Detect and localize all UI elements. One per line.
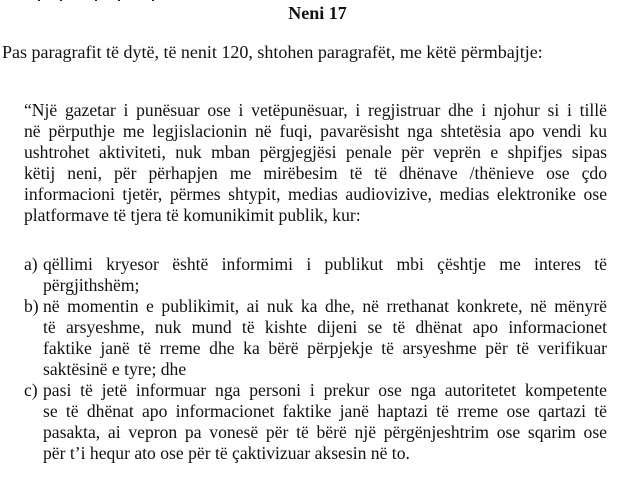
quote-line: “Një gazetar i punësuar ose i vetëpunësuar, i regjistruar dhe i njohur si i tillë xyxy=(24,100,607,120)
list-marker: a) xyxy=(24,254,38,274)
list-marker: b) xyxy=(24,296,39,316)
list-item-line: pasi të jetë informuar nga personi i prekur ose nga autoritetet kompetente xyxy=(43,380,607,400)
quote-line: këtij neni, për përhapjen me mirëbesim të të dhënave /thënieve ose çdo xyxy=(24,163,607,183)
quote-line: platformave të tjera të komunikimit publik, kur: xyxy=(24,205,361,225)
list-item-line: qëllimi kryesor është informimi i publikut mbi çështje me interes të xyxy=(43,254,607,274)
list-item-line: të arsyeshme, nuk mund të kishte dijeni se të dhënat apo informacionet xyxy=(43,317,607,337)
list-item-line: për t’i hequr ato ose për të çaktivizuar aksesin në to. xyxy=(43,443,410,463)
list-item-line: në momentin e publikimit, ai nuk ka dhe, në rrethanat konkrete, në mënyrë xyxy=(43,296,607,316)
quote-line: informacioni tjetër, përmes shtypit, medias audiovizive, medias elektronike ose xyxy=(24,184,607,204)
quote-line: ushtrohet aktiviteti, nuk mban përgjegjësi penale për veprën e shpifjes sipas xyxy=(24,142,607,162)
list-marker: c) xyxy=(24,380,38,400)
list-item-line: saktësinë e tyre; dhe xyxy=(43,359,187,379)
list-item-line: pasakta, ai vepron pa vonesë për të bërë një përgënjeshtrim ose sqarim ose xyxy=(43,422,607,442)
list-item-line: se të dhënat apo informacionet faktike janë haptazi të rreme ose qartazi të xyxy=(43,401,607,421)
intro-paragraph: Pas paragrafit të dytë, të nenit 120, shtohen paragrafët, me këtë përmbajtje: xyxy=(2,42,543,62)
list-item-line: faktike janë të rreme dhe ka bërë përpjekje të arsyeshme për të verifikuar xyxy=(43,338,607,358)
quote-line: në përputhje me legjislacionin në fuqi, pavarësisht nga shtetësia apo vendi ku xyxy=(24,121,607,141)
list-item-line: përgjithshëm; xyxy=(43,275,140,295)
article-title: Neni 17 xyxy=(288,3,347,23)
